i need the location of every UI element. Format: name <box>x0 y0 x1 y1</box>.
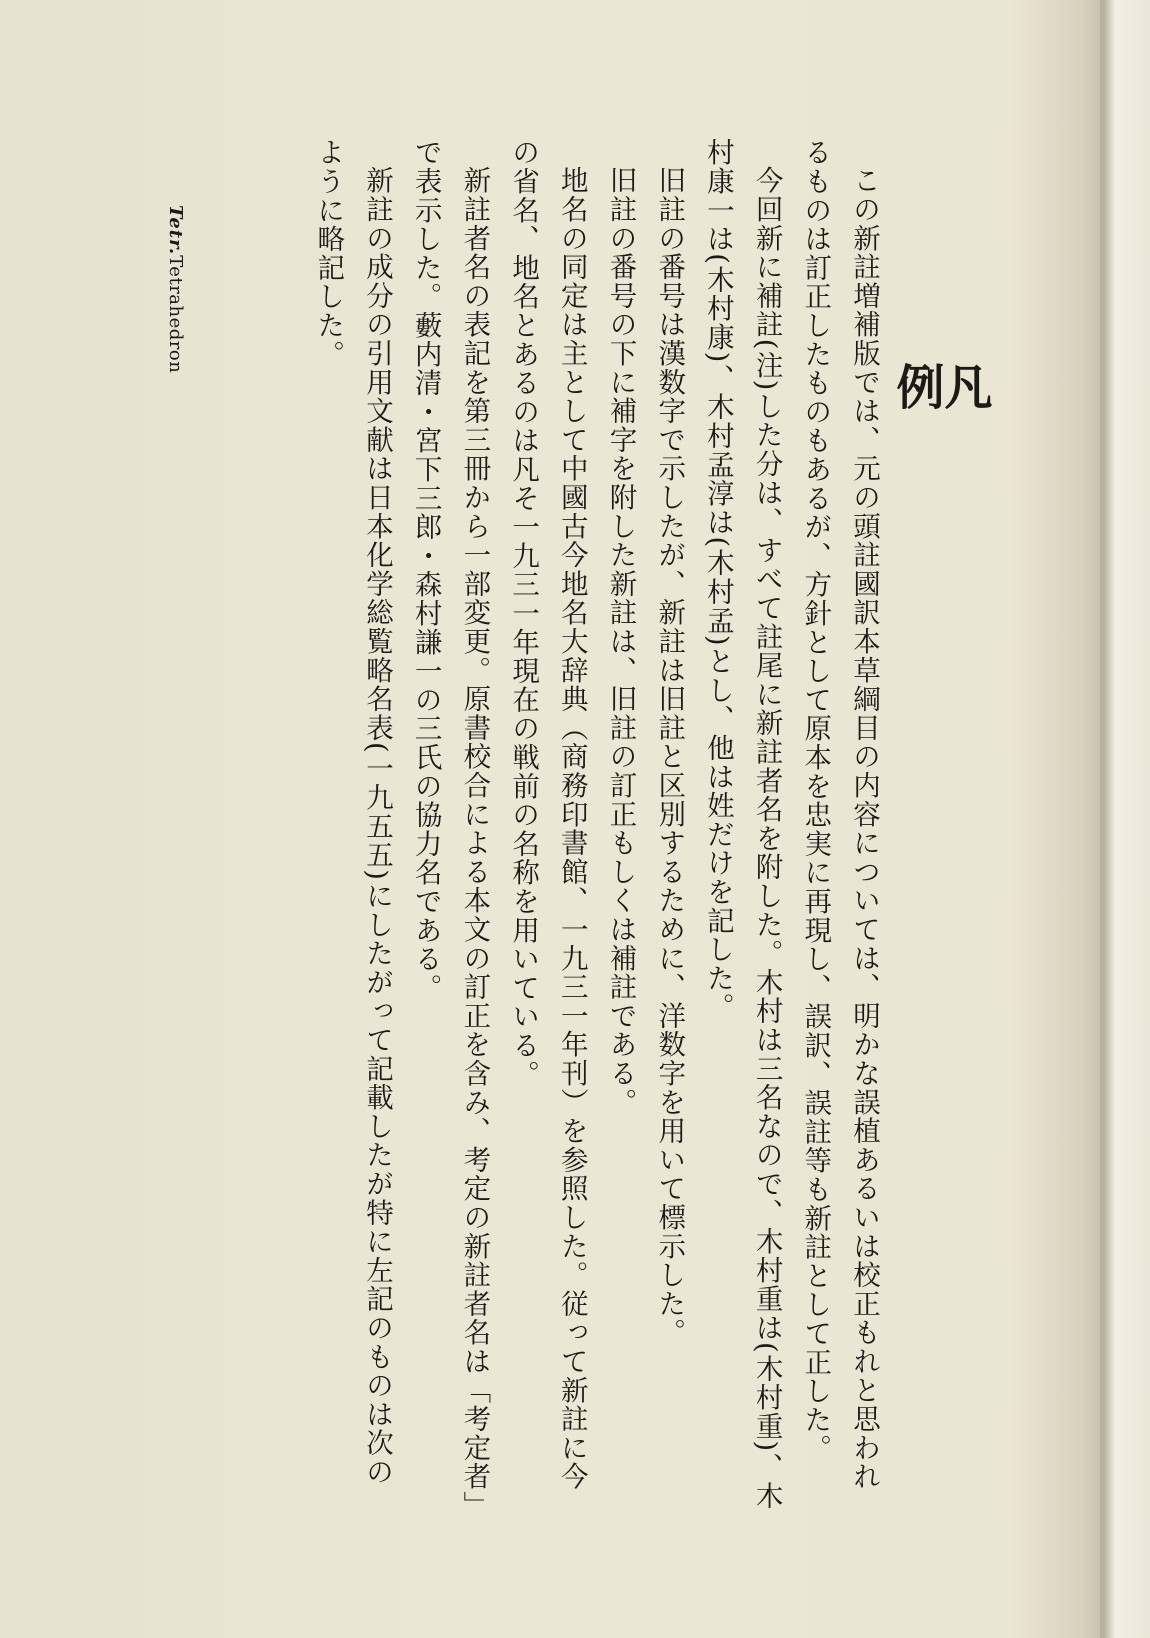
paragraph: この新註増補版では、元の頭註國訳本草綱目の内容については、明かな誤植あるいは校正もれと思われるものは訂正したものもあるが、方針として原本を忠実に再現し、誤訳、誤註等も新註として正した。 <box>799 138 880 1491</box>
paragraph: 新註者名の表記を第三冊から一部変更。原書校合による本文の訂正を含み、考定の新註者名は「考定者」で表示した。藪内清・宮下三郎・森村謙一の三氏の協力名である。 <box>409 138 491 1506</box>
paragraph: 旧註の番号の下に補字を附した新註は、旧註の訂正もしくは補註である。 <box>604 165 637 1116</box>
notes-body <box>304 138 888 1510</box>
abbreviation-value <box>0 314 1 507</box>
abbreviation-row <box>0 205 5 1455</box>
abbreviation-row <box>5 205 190 1455</box>
abbreviation-value: Tetrahedron <box>165 255 186 374</box>
abbreviation-key: Tetr. <box>165 205 186 256</box>
abbreviation-list <box>0 205 190 1455</box>
paragraph: 旧註の番号は漢数字で示したが、新註は旧註と区別するために、洋数字を用いて標示した。 <box>653 165 686 1347</box>
paragraph: 地名の同定は主として中國古今地名大辞典（商務印書館、一九三一年刊）を参照した。従って新註に今の省名、地名とあるのは凡そ一九三一年現在の戦前の名称を用いている。 <box>507 138 588 1491</box>
page-title: 凡例 <box>888 362 992 442</box>
page-binding-edge <box>1100 0 1114 1638</box>
paragraph: 今回新に補註(注)した分は、すべて註尾に新註者名を附した。木村は三名なので、木村重は(木村重)、木村康一は(木村康)、木村孟淳は(木村孟)とし、他は姓だけを記した。 <box>701 138 783 1510</box>
abbreviation-key <box>0 205 5 314</box>
paragraph: 新註の成分の引用文献は日本化学総覧略名表(一九五五)にしたがって記載したが特に左記のものは次のように略記した。 <box>312 138 393 1486</box>
